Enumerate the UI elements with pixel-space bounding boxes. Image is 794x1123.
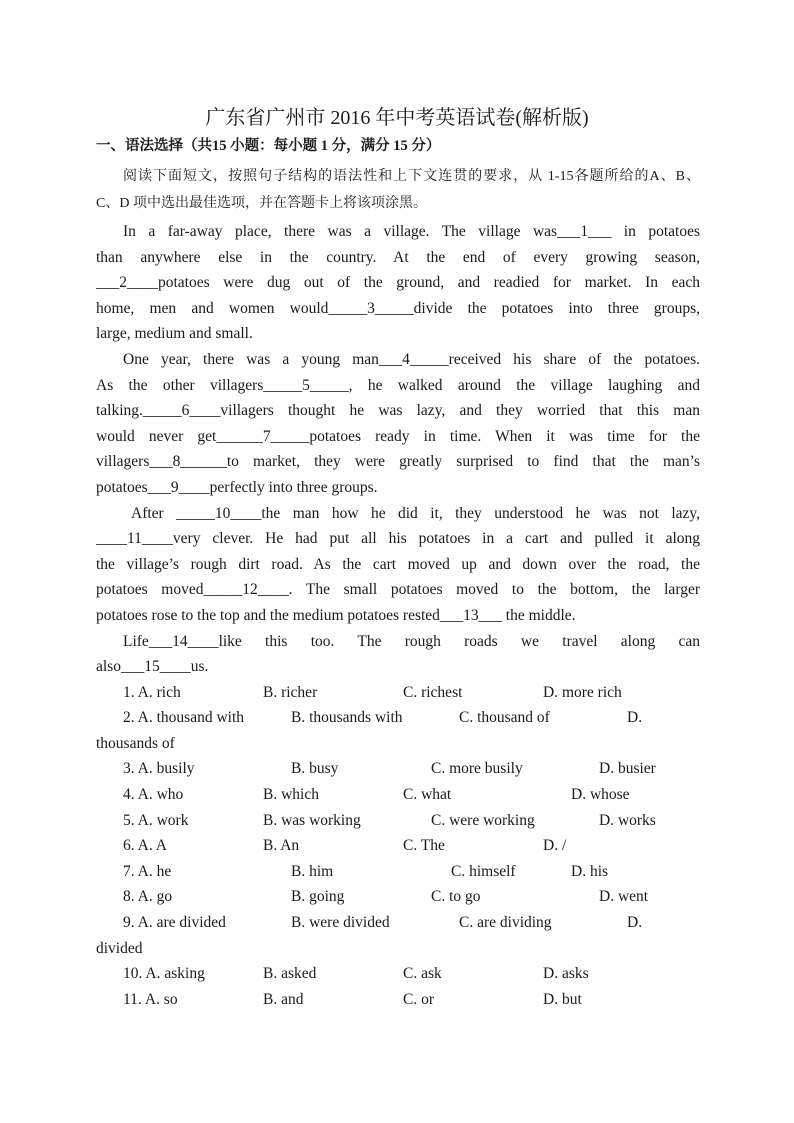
passage-line: villagers___8______to market, they were greatly surprised to find that the man’s: [96, 453, 700, 471]
option-row-2-continued: [96, 731, 700, 757]
passage-line: potatoes rose to the top and the medium potatoes rested___13___ the middle.: [96, 606, 576, 624]
choice-a: [123, 961, 205, 987]
passage-paragraph-2: [96, 347, 700, 501]
passage-line: large, medium and small.: [96, 325, 253, 343]
choice-a: [123, 705, 244, 731]
passage-and-options: [96, 219, 700, 1012]
choice-a-text: A. he: [137, 862, 172, 880]
instruction-line-1: 阅读下面短文，按照句子结构的语法性和上下文连贯的要求，从 1-15各题所给的A、B、: [123, 169, 700, 184]
choice-d: D. but: [543, 990, 582, 1008]
choice-a-text: A. A: [137, 837, 167, 855]
choice-a-text: A. rich: [137, 683, 181, 701]
choice-c: C. are dividing: [459, 914, 552, 932]
passage-line: ___2____potatoes were dug out of the ground, and readied for market. In each: [96, 274, 700, 292]
choice-d: D. busier: [599, 760, 656, 778]
choice-a: [123, 987, 178, 1013]
choice-d-continued: divided: [96, 939, 143, 957]
choice-c: C. ask: [403, 965, 442, 983]
question-number: 5.: [123, 811, 135, 829]
choice-c: C. more busily: [431, 760, 523, 778]
choice-b: B. busy: [291, 760, 339, 778]
passage-line: home, men and women would_____3_____divide the potatoes into three groups,: [96, 299, 700, 317]
choice-c: C. or: [403, 990, 434, 1008]
instruction-line-2: C、D 项中选出最佳选项，并在答题卡上将该项涂黑。: [96, 196, 427, 211]
passage-line: also___15____us.: [96, 658, 209, 676]
question-number: 6.: [123, 837, 135, 855]
question-number: 9.: [123, 914, 135, 932]
passage-paragraph-1: [96, 219, 700, 347]
choice-d: D.: [627, 914, 643, 932]
option-row-10: [96, 961, 700, 987]
choice-a-text: A. thousand with: [137, 709, 244, 727]
passage-line: the village’s rough dirt road. As the cart moved up and down over the road, the: [96, 555, 700, 573]
choice-a: [123, 756, 195, 782]
option-row-11: [96, 987, 700, 1013]
choice-c: C. were working: [431, 811, 535, 829]
option-row-8: [96, 884, 700, 910]
choice-b: B. was working: [263, 811, 361, 829]
question-number: 2.: [123, 709, 135, 727]
choice-d: D. asks: [543, 965, 589, 983]
choice-c: C. richest: [403, 683, 463, 701]
choice-a: [123, 833, 167, 859]
passage-line: One year, there was a young man___4_____received his share of the potatoes.: [123, 350, 700, 368]
choice-c: C. to go: [431, 888, 481, 906]
option-row-6: [96, 833, 700, 859]
passage-line: Life___14____like this too. The rough roads we travel along can: [123, 632, 700, 650]
choice-a: [123, 680, 181, 706]
question-number: 10.: [123, 965, 143, 983]
choice-c: C. what: [403, 786, 452, 804]
choice-d: D.: [627, 709, 643, 727]
choice-b: B. richer: [263, 683, 318, 701]
option-row-9: [96, 910, 700, 936]
choice-b: B. and: [263, 990, 304, 1008]
choice-a-text: A. who: [137, 786, 184, 804]
passage-line: than anywhere else in the country. At the end of every growing season,: [96, 248, 700, 266]
option-row-5: [96, 808, 700, 834]
passage-line: would never get______7_____potatoes ready in time. When it was time for the: [96, 427, 700, 445]
question-number: 8.: [123, 888, 135, 906]
choice-d: D. /: [543, 837, 567, 855]
choice-a-text: A. asking: [145, 965, 205, 983]
choice-c: C. himself: [451, 862, 516, 880]
option-row-7: [96, 859, 700, 885]
choice-c: C. thousand of: [459, 709, 550, 727]
choice-b: B. going: [291, 888, 345, 906]
passage-line: ____11____very clever. He had put all his potatoes in a cart and pulled it along: [96, 530, 700, 548]
choice-d: D. more rich: [543, 683, 622, 701]
section-heading: 一、语法选择（共15 小题：每小题 1 分，满分 15 分）: [96, 138, 441, 154]
passage-line: As the other villagers_____5_____, he walked around the village laughing and: [96, 376, 700, 394]
answer-options: [96, 680, 700, 1013]
passage-paragraph-4: [96, 629, 700, 680]
passage-line: potatoes___9____perfectly into three groups.: [96, 478, 378, 496]
question-number: 3.: [123, 760, 135, 778]
choice-b: B. which: [263, 786, 319, 804]
question-number: 4.: [123, 786, 135, 804]
choice-a-text: A. go: [137, 888, 173, 906]
question-number: 11.: [123, 990, 142, 1008]
choice-d: D. works: [599, 811, 656, 829]
passage-line: After _____10____the man how he did it, they understood he was not lazy,: [131, 504, 700, 522]
page-title: 广东省广州市 2016 年中考英语试卷(解析版): [205, 107, 589, 129]
choice-a: [123, 782, 183, 808]
choice-d: D. whose: [571, 786, 630, 804]
choice-d-continued: thousands of: [96, 734, 175, 752]
choice-d: D. his: [571, 862, 609, 880]
choice-b: B. thousands with: [291, 709, 403, 727]
option-row-9-continued: [96, 936, 700, 962]
choice-a: [123, 808, 188, 834]
question-number: 7.: [123, 862, 135, 880]
choice-b: B. asked: [263, 965, 317, 983]
choice-d: D. went: [599, 888, 649, 906]
choice-c: C. The: [403, 837, 445, 855]
option-row-2: [96, 705, 700, 731]
option-row-3: [96, 756, 700, 782]
choice-b: B. him: [291, 862, 334, 880]
choice-a-text: A. work: [137, 811, 189, 829]
choice-a-text: A. busily: [137, 760, 195, 778]
choice-a-text: A. are divided: [137, 914, 226, 932]
choice-a-text: A. so: [144, 990, 178, 1008]
passage-paragraph-3: [96, 501, 700, 629]
choice-a: [123, 884, 172, 910]
choice-a: [123, 859, 171, 885]
choice-b: B. were divided: [291, 914, 390, 932]
choice-b: B. An: [263, 837, 300, 855]
option-row-4: [96, 782, 700, 808]
passage-line: potatoes moved_____12____. The small potatoes moved to the bottom, the larger: [96, 581, 700, 599]
choice-a: [123, 910, 226, 936]
option-row-1: [96, 680, 700, 706]
passage-line: talking._____6____villagers thought he was lazy, and they worried that this man: [96, 402, 700, 420]
passage-line: In a far-away place, there was a village. The village was___1___ in potatoes: [123, 223, 700, 240]
question-number: 1.: [123, 683, 135, 701]
